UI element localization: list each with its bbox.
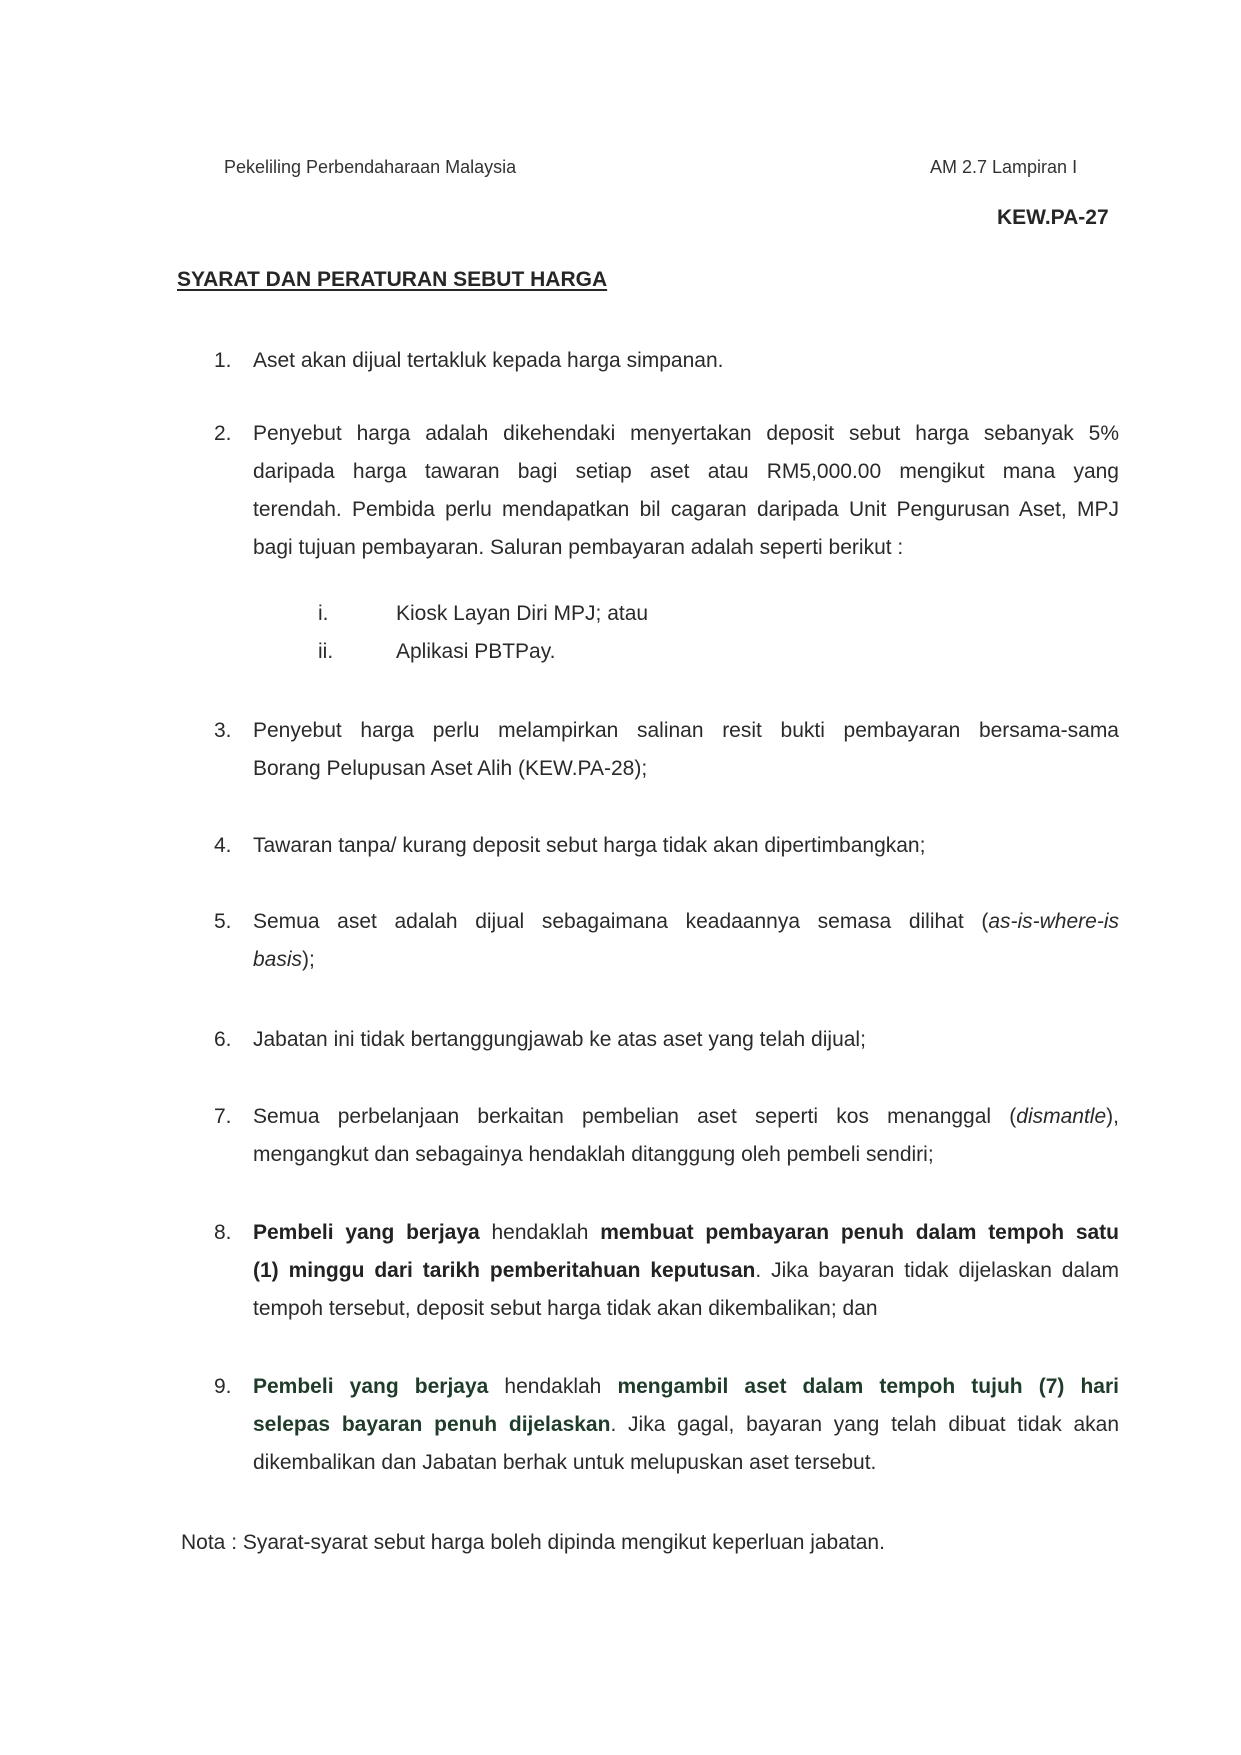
bold-text: membuat pembayaran penuh dalam tempoh satu xyxy=(600,1221,1119,1244)
item-number: 8. xyxy=(214,1221,232,1244)
subitem-text: Kiosk Layan Diri MPJ; atau xyxy=(396,602,649,625)
header-appendix-ref: AM 2.7 Lampiran I xyxy=(930,157,1078,177)
document-title: SYARAT DAN PERATURAN SEBUT HARGA xyxy=(177,268,608,291)
item-line: Penyebut harga adalah dikehendaki menyertakan deposit sebut harga sebanyak 5% xyxy=(253,422,1119,445)
italic-term: dismantle xyxy=(1016,1105,1107,1128)
item-number: 7. xyxy=(214,1105,232,1128)
item-text xyxy=(253,1368,1119,1482)
item-line: basis); xyxy=(253,948,315,971)
item-text xyxy=(253,415,1119,567)
subitem-number: i. xyxy=(318,602,329,625)
item-line: dikembalikan dan Jabatan berhak untuk melupuskan aset tersebut. xyxy=(253,1451,877,1474)
item-number: 4. xyxy=(214,834,232,857)
item-text xyxy=(253,1214,1119,1328)
bold-text: (1) minggu dari tarikh pemberitahuan keputusan xyxy=(253,1259,756,1282)
form-code: KEW.PA-27 xyxy=(997,206,1109,229)
bold-text: selepas bayaran penuh dijelaskan xyxy=(253,1413,611,1436)
item-line: Pembeli yang berjaya hendaklah mengambil aset dalam tempoh tujuh (7) hari xyxy=(253,1375,1119,1398)
item-text xyxy=(253,1098,1119,1174)
item-line: Semua aset adalah dijual sebagaimana keadaannya semasa dilihat (as-is-where-is xyxy=(253,910,1119,933)
bold-text: Pembeli yang berjaya xyxy=(253,1375,489,1398)
item-line: bagi tujuan pembayaran. Saluran pembayaran adalah seperti berikut : xyxy=(253,536,904,559)
subitem-text: Aplikasi PBTPay. xyxy=(396,640,556,663)
item-number: 6. xyxy=(214,1028,232,1051)
item-number: 9. xyxy=(214,1375,232,1398)
item-line: Penyebut harga perlu melampirkan salinan resit bukti pembayaran bersama-sama xyxy=(253,719,1119,742)
item-line: selepas bayaran penuh dijelaskan. Jika gagal, bayaran yang telah dibuat tidak akan xyxy=(253,1413,1119,1436)
item-text: Aset akan dijual tertakluk kepada harga simpanan. xyxy=(253,349,724,372)
bold-text: Pembeli yang berjaya xyxy=(253,1221,480,1244)
item-number: 3. xyxy=(214,719,232,742)
italic-term: basis xyxy=(253,948,303,971)
footnote: Nota : Syarat-syarat sebut harga boleh dipinda mengikut keperluan jabatan. xyxy=(181,1531,885,1554)
item-text: Tawaran tanpa/ kurang deposit sebut harga tidak akan dipertimbangkan; xyxy=(253,834,926,857)
item-line: Borang Pelupusan Aset Alih (KEW.PA-28); xyxy=(253,757,648,780)
item-line: Pembeli yang berjaya hendaklah membuat pembayaran penuh dalam tempoh satu xyxy=(253,1221,1119,1244)
item-text xyxy=(253,903,1119,979)
item-line: (1) minggu dari tarikh pemberitahuan keputusan. Jika bayaran tidak dijelaskan dalam xyxy=(253,1259,1119,1282)
item-number: 1. xyxy=(214,349,232,372)
item-text xyxy=(253,712,1119,788)
item-line: tempoh tersebut, deposit sebut harga tidak akan dikembalikan; dan xyxy=(253,1297,878,1320)
italic-term: as-is-where-is xyxy=(988,910,1119,933)
item-number: 5. xyxy=(214,910,232,933)
item-line: mengangkut dan sebagainya hendaklah ditanggung oleh pembeli sendiri; xyxy=(253,1143,934,1166)
bold-text: mengambil aset dalam tempoh tujuh (7) hari xyxy=(617,1375,1119,1398)
item-text: Jabatan ini tidak bertanggungjawab ke atas aset yang telah dijual; xyxy=(253,1028,866,1051)
item-line: Semua perbelanjaan berkaitan pembelian aset seperti kos menanggal (dismantle), xyxy=(253,1105,1119,1128)
item-line: daripada harga tawaran bagi setiap aset atau RM5,000.00 mengikut mana yang xyxy=(253,460,1119,483)
item-line: terendah. Pembida perlu mendapatkan bil cagaran daripada Unit Pengurusan Aset, MPJ xyxy=(253,498,1119,521)
subitem-number: ii. xyxy=(318,640,334,663)
header-circular-name: Pekeliling Perbendaharaan Malaysia xyxy=(224,157,517,177)
item-number: 2. xyxy=(214,422,232,445)
